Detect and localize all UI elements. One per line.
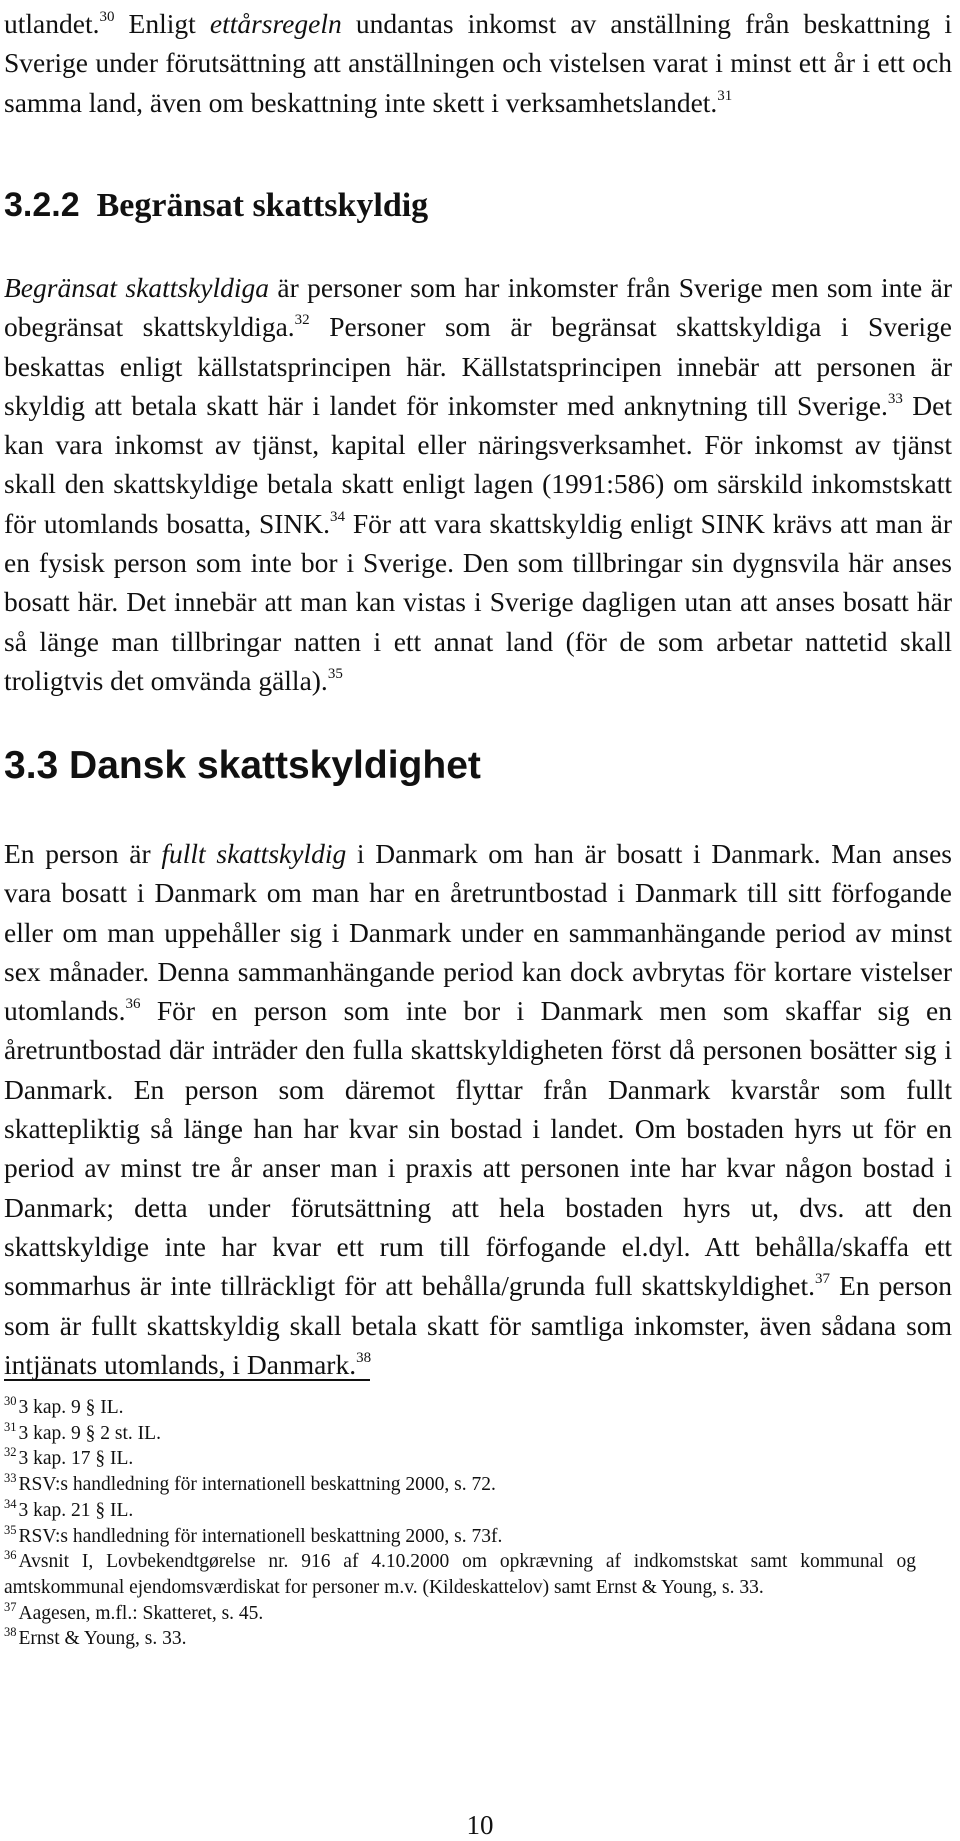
section-heading-3-3: 3.3 Dansk skattskyldighet <box>4 744 481 787</box>
paragraph-begransat-skattskyldig: Begränsat skattskyldiga är personer som har inkomster från Sverige men som inte är obegränsat skattskyldiga.$^{32}$ Personer som är begränsat skattskyldiga i Sverige beskattas enligt källstatsprincipen här. Källstatsprincipen innebär att personen är skyldig att betala skatt här i landet för inkomster med anknytning till Sverige.$^{33}$ Det kan vara inkomst av tjänst, kapital eller näringsverksamhet. För inkomst av tjänst skall den skattskyldige betala skatt enligt lagen (1991:586) om särskild inkomstskatt för utomlands bosatta, SINK.$^{34}$ För att vara skattskyldig enligt SINK krävs att man är en fysisk person som inte bor i Sverige. Den som tillbringar sin dygnsvila här anses bosatt här. Det innebär att man kan vistas i Sverige dagligen utan att anses bosatt här så länge man tillbringar natten i ett annat land (för de som arbetar nattetid skall troligtvis det omvända gälla).$^{35}$ <box>4 272 952 696</box>
footnote-ref-38[interactable]: 38 <box>356 1349 372 1366</box>
footnote-ref-35[interactable]: 35 <box>327 665 343 682</box>
paragraph-dansk-skattskyldighet: En person är fullt skattskyldig i Danmark om han är bosatt i Danmark. Man anses vara bosatt i Danmark om man har en åretruntbostad i Danmark till sitt förfogande eller om man uppehåller sig i Danmark under en sammanhängande period av minst sex månader. Denna sammanhängande period kan dock avbrytas för kortare vistelser utomlands.$^{36}$ För en person som inte bor i Danmark men som skaffar sig en åretruntbostad där inträder den fulla skattskyldigheten först då personen bosätter sig i Danmark. En person som däremot flyttar från Danmark kvarstår som fullt skattepliktig så länge han har kvar sin bostad i landet. Om bostaden hyrs ut för en period av minst tre år anser man i praxis att personen inte har kvar någon bostad i Danmark; detta under förutsättning att hela bostaden hyrs ut, dvs. att den skattskyldige inte har kvar ett rum till förfogande el.dyl. Att behålla/skaffa ett sommarhus är inte tillräckligt för att behålla/grunda full skattskyldighet.$^{37}$ En person som är fullt skattskyldig skall betala skatt för samtliga inkomster, även sådana som intjänats utomlands, i Danmark.$^{38}$ <box>4 838 952 1380</box>
footnote-ref-32[interactable]: 32 <box>294 312 310 329</box>
footnote-ref-33[interactable]: 33 <box>887 390 903 407</box>
footnote-item: $^{31}$ 3 kap. 9 § 2 st. IL. <box>4 1419 161 1444</box>
page-number: 10 <box>466 1810 494 1840</box>
section-heading-3-2-2 <box>4 186 428 225</box>
footnote-item: $^{37}$ Aagesen, m.fl.: Skatteret, s. 45. <box>4 1599 264 1624</box>
footnote-list <box>4 1395 916 1652</box>
footnote-item: $^{30}$ 3 kap. 9 § IL. <box>4 1394 124 1418</box>
footnote-ref-30[interactable]: 30 <box>99 9 115 25</box>
footnote-ref-34[interactable]: 34 <box>330 508 346 525</box>
footnote-separator <box>4 1379 370 1381</box>
section-title: Begränsat skattskyldig <box>96 187 429 224</box>
section-number: 3.2.2 <box>4 186 80 224</box>
paragraph-ettarsregeln: utlandet.$^{30}$ Enligt ettårsregeln undantas inkomst av anställning från beskattning i Sverige under förutsättning att anställningen och vistelsen varat i minst ett år i ett och samma land, även om beskattning inte skett i verksamhetslandet.$^{31}$ <box>4 8 952 118</box>
footnote-item: $^{32}$ 3 kap. 17 § IL. <box>4 1445 134 1470</box>
footnote-item: $^{36}$ Avsnit I, Lovbekendtgørelse nr. 916 af 4.10.2000 om opkrævning af indkomstskat samt kommunal og amtskommunal ejendomsværdiskat for personer m.v. (Kildeskattelov) samt Ernst & Young, s. 33. <box>4 1548 916 1598</box>
footnote-item: $^{33}$ RSV:s handledning för internationell beskattning 2000, s. 72. <box>4 1471 496 1496</box>
footnote-item: $^{35}$ RSV:s handledning för internationell beskattning 2000, s. 73f. <box>4 1522 503 1547</box>
footnote-ref-36[interactable]: 36 <box>125 996 141 1013</box>
footnote-ref-37[interactable]: 37 <box>815 1271 830 1288</box>
footnote-ref-31[interactable]: 31 <box>717 87 733 104</box>
footnote-item: $^{34}$ 3 kap. 21 § IL. <box>4 1496 134 1521</box>
footnote-item: $^{38}$ Ernst & Young, s. 33. <box>4 1625 187 1650</box>
